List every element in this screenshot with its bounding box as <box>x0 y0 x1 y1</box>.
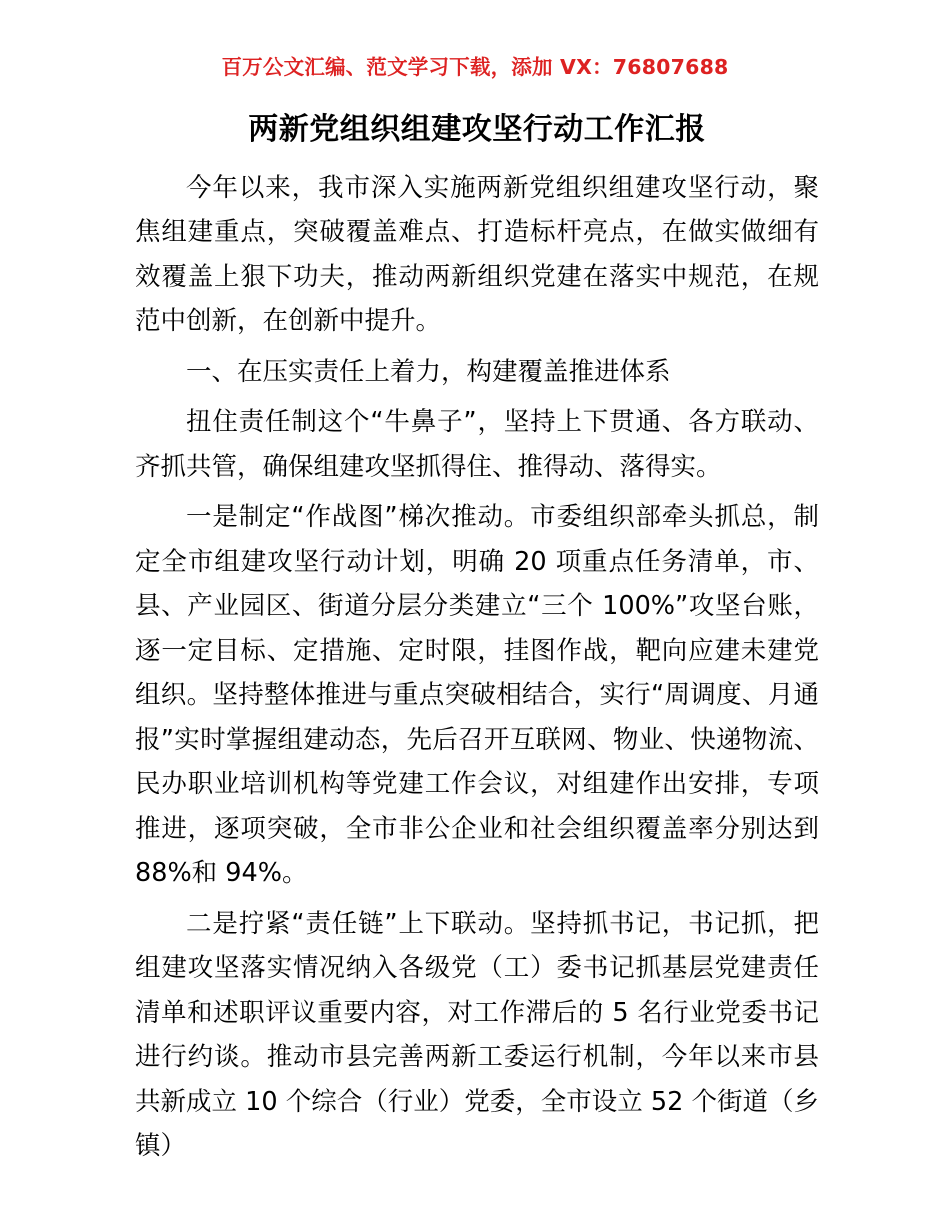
page-title: 两新党组织组建攻坚行动工作汇报 <box>248 112 706 147</box>
section-heading-1: 一、在压实责任上着力，构建覆盖推进体系 <box>186 356 671 387</box>
promo-header-banner: 百万公文汇编、范文学习下载，添加 VX：76807688 <box>221 55 729 79</box>
paragraph-item-2: 二是拧紧“责任链”上下联动。坚持抓书记，书记抓，把组建攻坚落实情况纳入各级党（工）委书记抓基层党建责任清单和述职评议重要内容，对工作滞后的 5 名行业党委书记进行约谈。推动市县完善两新工委运行机制，今年以来市县共新成立 10 个综合（行业）党委，全市设立 52 个街道（乡镇） <box>135 908 819 1161</box>
paragraph-item-1: 一是制定“作战图”梯次推动。市委组织部牵头抓总，制定全市组建攻坚行动计划，明确 20 项重点任务清单，市、县、产业园区、街道分层分类建立“三个 100%”攻坚台账，逐一定目标、定措施、定时限，挂图作战，靶向应建未建党组织。坚持整体推进与重点突破相结合，实行“周调度、月通报”实时掌握组建动态，先后召开互联网、物业、快递物流、民办职业培训机构等党建工作会议，对组建作出安排，专项推进，逐项突破，全市非公企业和社会组织覆盖率分别达到 88%和 94%。 <box>135 502 819 888</box>
paragraph-section-1-lead: 扭住责任制这个“牛鼻子”，坚持上下贯通、各方联动、齐抓共管，确保组建攻坚抓得住、推得动、落得实。 <box>135 407 819 482</box>
document-body <box>135 108 819 1169</box>
paragraph-intro: 今年以来，我市深入实施两新党组织组建攻坚行动，聚焦组建重点，突破覆盖难点、打造标杆亮点，在做实做细有效覆盖上狠下功夫，推动两新组织党建在落实中规范，在规范中创新，在创新中提升。 <box>135 172 819 336</box>
